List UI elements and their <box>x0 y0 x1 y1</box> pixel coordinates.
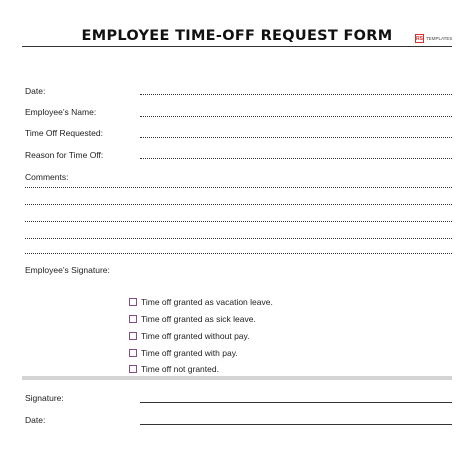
comments-line-1[interactable] <box>25 187 452 188</box>
brand-logo <box>415 34 452 43</box>
approval-date-label: Date: <box>25 415 46 425</box>
checkbox[interactable] <box>129 365 137 373</box>
approval-date-line[interactable] <box>140 424 452 425</box>
comments-line-3[interactable] <box>25 221 452 222</box>
employee-name-line[interactable] <box>140 116 452 117</box>
form-title: EMPLOYEE TIME-OFF REQUEST FORM <box>81 28 393 44</box>
option-label: Time off granted with pay. <box>141 348 238 358</box>
logo-mark: RS <box>416 35 423 42</box>
comments-line-4[interactable] <box>25 238 452 239</box>
time-off-requested-line[interactable] <box>140 137 452 138</box>
checkbox[interactable] <box>129 332 137 340</box>
date-label: Date: <box>25 86 46 96</box>
option-label: Time off granted without pay. <box>141 331 250 341</box>
option-without-pay[interactable] <box>129 331 250 341</box>
option-label: Time off granted as sick leave. <box>141 314 256 324</box>
employee-signature-label: Employee’s Signature: <box>25 265 110 275</box>
title-divider <box>22 46 452 47</box>
logo-text: TEMPLATES <box>426 36 453 41</box>
option-not-granted[interactable] <box>129 364 219 374</box>
option-sick-leave[interactable] <box>129 314 256 324</box>
reason-line[interactable] <box>140 158 452 159</box>
employee-name-label: Employee’s Name: <box>25 107 97 117</box>
approval-signature-label: Signature: <box>25 393 64 403</box>
option-label: Time off not granted. <box>141 364 219 374</box>
option-label: Time off granted as vacation leave. <box>141 297 273 307</box>
section-divider <box>22 376 452 380</box>
checkbox[interactable] <box>129 315 137 323</box>
approval-signature-line[interactable] <box>140 402 452 403</box>
date-line[interactable] <box>140 94 452 95</box>
comments-label: Comments: <box>25 172 69 182</box>
comments-line-5[interactable] <box>25 253 452 254</box>
time-off-requested-label: Time Off Requested: <box>25 128 103 138</box>
option-with-pay[interactable] <box>129 348 238 358</box>
reason-label: Reason for Time Off: <box>25 150 104 160</box>
comments-line-2[interactable] <box>25 204 452 205</box>
option-vacation-leave[interactable] <box>129 297 273 307</box>
checkbox[interactable] <box>129 298 137 306</box>
checkbox[interactable] <box>129 349 137 357</box>
